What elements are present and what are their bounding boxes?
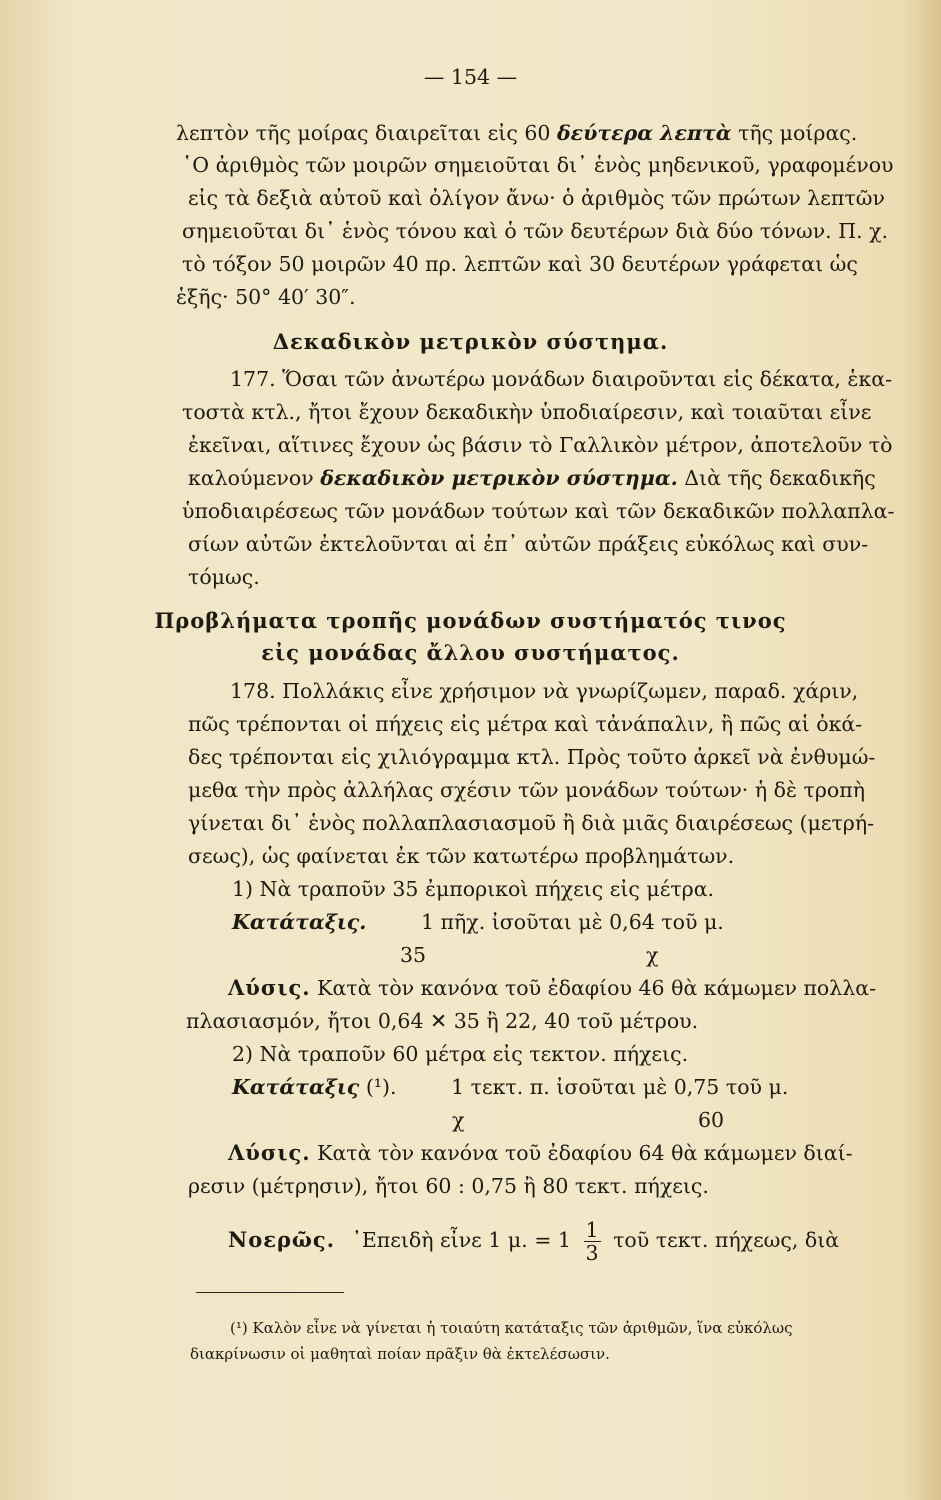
fraction-denominator: 3 <box>585 1241 599 1265</box>
lysis-text: Κατὰ τὸν κανόνα τοῦ ἐδαφίου 46 θὰ κάμωμεν πολλα- <box>317 976 876 1000</box>
text-span: τῆς μοίρας. <box>738 121 858 145</box>
text-line: 177. Ὅσαι τῶν ἀνωτέρω μονάδων διαιροῦνται εἰς δέκατα, ἑκα- <box>230 367 893 391</box>
section-heading: Προβλήματα τροπῆς μονάδων συστήματός τινος <box>154 608 787 633</box>
text-line: πῶς τρέπονται οἱ πήχεις εἰς μέτρα καὶ τἀνάπαλιν, ἢ πῶς αἱ ὀκά- <box>188 712 863 736</box>
footnote-mark: (¹). <box>365 1075 397 1099</box>
text-line: ἐκεῖναι, αἵτινες ἔχουν ὡς βάσιν τὸ Γαλλικὸν μέτρον, ἀποτελοῦν τὸ <box>188 433 893 457</box>
text-line: σεως), ὡς φαίνεται ἐκ τῶν κατωτέρω προβλημάτων. <box>188 844 735 868</box>
katataxis-label: Κατάταξις <box>232 1075 360 1099</box>
text-line: ὑποδιαιρέσεως τῶν μονάδων τούτων καὶ τῶν δεκαδικῶν πολλαπλα- <box>182 499 895 523</box>
footnote-rule <box>196 1292 344 1293</box>
footnote-line: διακρίνωσιν οἱ μαθηταὶ ποίαν πρᾶξιν θὰ ἐκτελέσωσιν. <box>190 1345 610 1363</box>
italic-term: δεύτερα λεπτὰ <box>556 121 732 145</box>
text-span: Διὰ τῆς δεκαδικῆς <box>684 466 876 490</box>
noeros-text: ᾽Επειδὴ εἶνε 1 μ. = 1 <box>351 1228 571 1252</box>
text-line: ῾Ο ἀριθμὸς τῶν μοιρῶν σημειοῦται δι᾽ ἑνὸς μηδενικοῦ, γραφομένου <box>182 153 894 177</box>
section-heading: Δεκαδικὸν μετρικὸν σύστημα. <box>272 329 669 354</box>
noeros-text: τοῦ τεκτ. πήχεως, διὰ <box>613 1228 840 1252</box>
lysis-label: Λύσις. <box>228 975 311 1000</box>
text-line: γίνεται δι᾽ ἑνὸς πολλαπλασιασμοῦ ἢ διὰ μιᾶς διαιρέσεως (μετρή- <box>188 811 875 835</box>
fraction-numerator: 1 <box>585 1218 599 1242</box>
katataxis-text: 1 τεκτ. π. ἰσοῦται μὲ 0,75 τοῦ μ. <box>451 1075 789 1099</box>
text-line: τόμως. <box>188 565 260 589</box>
problem-statement: 2) Νὰ τραποῦν 60 μέτρα εἰς τεκτον. πήχεις. <box>232 1042 689 1066</box>
noeros-label: Νοερῶς. <box>228 1227 336 1252</box>
katataxis-value: 60 <box>698 1108 725 1132</box>
katataxis-line <box>232 907 933 937</box>
text-line <box>188 463 933 493</box>
text-line: μεθα τὴν πρὸς ἀλλήλας σχέσιν τῶν μονάδων τούτων· ἡ δὲ τροπὴ <box>188 778 865 802</box>
katataxis-value: χ <box>452 1108 465 1132</box>
katataxis-row <box>452 1105 752 1135</box>
lysis-line <box>228 1138 933 1168</box>
text-line <box>176 118 921 148</box>
noeros-line <box>228 1210 933 1270</box>
text-line: τὸ τόξον 50 μοιρῶν 40 πρ. λεπτῶν καὶ 30 δευτέρων γράφεται ὡς <box>182 252 858 276</box>
fraction <box>584 1219 601 1264</box>
katataxis-row <box>400 940 659 970</box>
katataxis-value: χ <box>646 943 659 967</box>
section-heading: εἰς μονάδας ἄλλου συστήματος. <box>261 640 680 665</box>
text-span: λεπτὸν τῆς μοίρας διαιρεῖται εἰς 60 <box>176 121 551 145</box>
text-line: τοστὰ κτλ., ἤτοι ἔχουν δεκαδικὴν ὑποδιαίρεσιν, καὶ τοιαῦται εἶνε <box>182 400 872 424</box>
footnote-line: (¹) Καλὸν εἶνε νὰ γίνεται ἡ τοιαύτη κατάταξις τῶν ἀριθμῶν, ἵνα εὐκόλως <box>230 1319 793 1337</box>
katataxis-value: 35 <box>400 943 427 967</box>
katataxis-line <box>232 1072 933 1102</box>
lysis-line <box>228 973 933 1003</box>
text-line: σίων αὐτῶν ἐκτελοῦνται αἱ ἐπ᾽ αὐτῶν πράξεις εὐκόλως καὶ συν- <box>188 532 869 556</box>
text-line: σημειοῦται δι᾽ ἑνὸς τόνου καὶ ὁ τῶν δευτέρων διὰ δύο τόνων. Π. χ. <box>182 219 889 243</box>
lysis-text: Κατὰ τὸν κανόνα τοῦ ἐδαφίου 64 θὰ κάμωμεν διαί- <box>317 1141 853 1165</box>
text-line: εἰς τὰ δεξιὰ αὐτοῦ καὶ ὀλίγον ἄνω· ὁ ἀριθμὸς τῶν πρώτων λεπτῶν <box>188 186 885 210</box>
text-line: ρεσιν (μέτρησιν), ἤτοι 60 : 0,75 ἢ 80 τεκτ. πήχεις. <box>188 1174 709 1198</box>
lysis-label: Λύσις. <box>228 1140 311 1165</box>
page-number: — 154 — <box>423 65 518 89</box>
katataxis-label: Κατάταξις. <box>232 910 367 934</box>
katataxis-text: 1 πῆχ. ἰσοῦται μὲ 0,64 τοῦ μ. <box>420 910 724 934</box>
problem-statement: 1) Νὰ τραποῦν 35 ἐμπορικοὶ πήχεις εἰς μέτρα. <box>232 877 715 901</box>
italic-term: δεκαδικὸν μετρικὸν σύστημα. <box>320 466 678 490</box>
text-line: πλασιασμόν, ἤτοι 0,64 ✕ 35 ἢ 22, 40 τοῦ μέτρου. <box>186 1009 699 1033</box>
text-line: ἑξῆς· 50° 40′ 30″. <box>176 285 356 309</box>
text-line: 178. Πολλάκις εἶνε χρήσιμον νὰ γνωρίζωμεν, παραδ. χάριν, <box>230 679 859 703</box>
text-span: καλούμενον <box>188 466 314 490</box>
text-line: δες τρέπονται εἰς χιλιόγραμμα κτλ. Πρὸς τοῦτο ἀρκεῖ νὰ ἐνθυμώ- <box>188 745 876 769</box>
